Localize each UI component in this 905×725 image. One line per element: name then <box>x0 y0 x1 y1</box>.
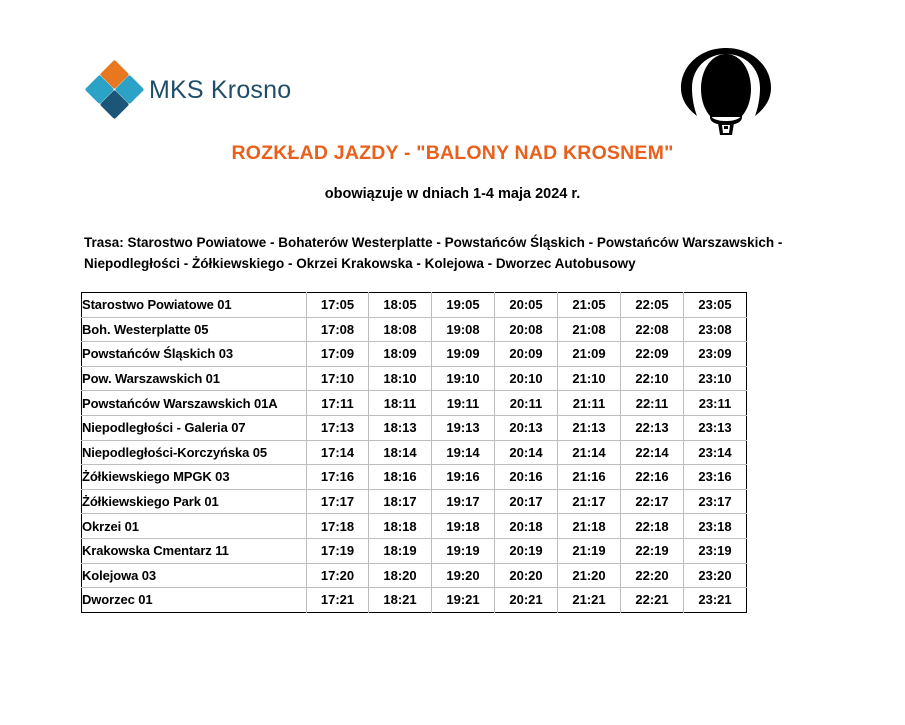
departure-time-cell: 23:16 <box>684 465 747 490</box>
departure-time-cell: 18:10 <box>369 366 432 391</box>
departure-time-cell: 17:20 <box>307 563 369 588</box>
departure-time-cell: 19:17 <box>432 489 495 514</box>
departure-time-cell: 21:16 <box>558 465 621 490</box>
departure-time-cell: 19:16 <box>432 465 495 490</box>
departure-time-cell: 19:21 <box>432 588 495 613</box>
departure-time-cell: 17:08 <box>307 317 369 342</box>
departure-time-cell: 21:10 <box>558 366 621 391</box>
departure-time-cell: 21:21 <box>558 588 621 613</box>
table-row <box>82 440 747 465</box>
stop-name-cell: Niepodległości-Korczyńska 05 <box>82 440 307 465</box>
departure-time-cell: 23:08 <box>684 317 747 342</box>
table-row <box>82 293 747 318</box>
departure-time-cell: 23:21 <box>698 592 732 608</box>
table-row <box>82 465 747 490</box>
departure-time-cell: 17:11 <box>307 391 369 416</box>
departure-time-cell: 20:20 <box>495 563 558 588</box>
table-row <box>82 514 747 539</box>
departure-time-cell: 22:05 <box>621 293 684 318</box>
logo-wordmark: MKS Krosno <box>149 75 292 104</box>
departure-time-cell: 17:17 <box>307 489 369 514</box>
departure-time-cell: 21:14 <box>558 440 621 465</box>
departure-time-cell: 21:18 <box>558 514 621 539</box>
departure-time-cell: 18:11 <box>369 391 432 416</box>
departure-time-cell: 22:19 <box>621 538 684 563</box>
departure-time-cell: 22:09 <box>621 342 684 367</box>
departure-time-cell: 19:05 <box>432 293 495 318</box>
departure-time-cell: 23:05 <box>684 293 747 318</box>
departure-time-cell: 18:16 <box>369 465 432 490</box>
departure-time-cell: 22:13 <box>621 415 684 440</box>
stop-name-cell: Powstańców Śląskich 03 <box>82 342 307 367</box>
departure-time-cell: 21:20 <box>558 563 621 588</box>
departure-time-cell: 17:13 <box>307 415 369 440</box>
table-row <box>82 588 747 613</box>
hot-air-balloon-icon <box>672 45 780 137</box>
departure-time-cell: 22:08 <box>621 317 684 342</box>
departure-time-cell: 18:14 <box>369 440 432 465</box>
departure-time-cell: 22:18 <box>621 514 684 539</box>
departure-time-cell: 22:17 <box>621 489 684 514</box>
route-description <box>84 232 824 274</box>
departure-time-cell: 20:17 <box>495 489 558 514</box>
departure-time-cell: 18:18 <box>369 514 432 539</box>
document-header <box>0 0 905 138</box>
stop-name-cell: Niepodległości - Galeria 07 <box>82 415 307 440</box>
departure-time-cell: 17:16 <box>307 465 369 490</box>
departure-time-cell: 18:05 <box>369 293 432 318</box>
departure-time-cell: 18:17 <box>369 489 432 514</box>
departure-time-cell: 21:08 <box>558 317 621 342</box>
table-row <box>82 538 747 563</box>
table-row <box>82 391 747 416</box>
departure-time-cell: 23:13 <box>684 415 747 440</box>
departure-time-cell: 19:11 <box>432 391 495 416</box>
departure-time-cell: 21:05 <box>558 293 621 318</box>
departure-time-cell: 21:13 <box>558 415 621 440</box>
departure-time-cell: 18:19 <box>369 538 432 563</box>
departure-time-cell: 23:19 <box>684 538 747 563</box>
departure-time-cell: 22:16 <box>621 465 684 490</box>
departure-time-cell: 17:05 <box>307 293 369 318</box>
table-row <box>82 489 747 514</box>
table-row <box>82 563 747 588</box>
departure-time-cell: 22:21 <box>621 588 684 613</box>
table-row <box>82 415 747 440</box>
table-row <box>82 342 747 367</box>
stop-name-cell: Krakowska Cmentarz 11 <box>82 538 307 563</box>
departure-time-cell: 18:13 <box>369 415 432 440</box>
departure-time-cell: 23:14 <box>684 440 747 465</box>
timetable-container <box>81 292 746 613</box>
departure-time-cell: 20:08 <box>495 317 558 342</box>
departure-time-cell: 19:10 <box>432 366 495 391</box>
departure-time-cell: 23:20 <box>684 563 747 588</box>
departure-time-cell: 19:14 <box>432 440 495 465</box>
route-line-1: Trasa: Starostwo Powiatowe - Bohaterów Westerplatte - Powstańców Śląskich - Powstańców Warszawskich - <box>84 235 783 250</box>
departure-time-cell: 20:14 <box>495 440 558 465</box>
departure-time-cell: 18:09 <box>369 342 432 367</box>
departure-time-cell: 17:09 <box>307 342 369 367</box>
diamond-cluster-icon <box>88 64 140 116</box>
departure-time-cell: 19:19 <box>432 538 495 563</box>
route-line-2: Niepodległości - Żółkiewskiego - Okrzei Krakowska - Kolejowa - Dworzec Autobusowy <box>84 256 636 271</box>
timetable-body <box>82 293 747 613</box>
departure-time-cell: 19:13 <box>432 415 495 440</box>
departure-time-cell: 17:18 <box>307 514 369 539</box>
departure-time-cell: 17:14 <box>307 440 369 465</box>
departure-time-cell: 20:09 <box>495 342 558 367</box>
departure-time-cell: 18:21 <box>369 588 432 613</box>
validity-subtitle: obowiązuje w dniach 1-4 maja 2024 r. <box>324 186 581 202</box>
departure-time-cell: 23:09 <box>684 342 747 367</box>
departure-time-cell: 17:21 <box>307 588 369 613</box>
departure-time-cell: 23:11 <box>684 391 747 416</box>
departure-time-cell: 22:14 <box>621 440 684 465</box>
departure-time-cell: 20:16 <box>495 465 558 490</box>
departure-time-cell: 20:11 <box>495 391 558 416</box>
departure-time-cell: 22:10 <box>621 366 684 391</box>
departure-time-cell: 21:11 <box>558 391 621 416</box>
mks-krosno-logo <box>88 63 292 117</box>
table-row <box>82 317 747 342</box>
departure-time-cell: 20:05 <box>495 293 558 318</box>
departure-time-cell: 21:09 <box>558 342 621 367</box>
departure-time-cell: 23:10 <box>684 366 747 391</box>
departure-time-cell: 19:09 <box>432 342 495 367</box>
departure-time-cell: 21:19 <box>558 538 621 563</box>
departure-time-cell: 22:11 <box>621 391 684 416</box>
stop-name-cell: Kolejowa 03 <box>82 563 307 588</box>
departure-time-cell: 20:18 <box>495 514 558 539</box>
stop-name-cell: Okrzei 01 <box>82 514 307 539</box>
departures-table <box>81 292 747 613</box>
departure-time-cell: 17:10 <box>307 366 369 391</box>
page-title: ROZKŁAD JAZDY - "BALONY NAD KROSNEM" <box>231 142 674 164</box>
departure-time-cell: 23:18 <box>684 514 747 539</box>
stop-name-cell: Dworzec 01 <box>82 588 307 613</box>
stop-name-cell: Starostwo Powiatowe 01 <box>82 293 307 318</box>
departure-time-cell: 17:19 <box>307 538 369 563</box>
stop-name-cell: Żółkiewskiego Park 01 <box>82 489 307 514</box>
stop-name-cell: Żółkiewskiego MPGK 03 <box>82 465 307 490</box>
stop-name-cell: Boh. Westerplatte 05 <box>82 317 307 342</box>
departure-time-cell: 18:08 <box>369 317 432 342</box>
departure-time-cell: 20:19 <box>495 538 558 563</box>
departure-time-cell: 19:20 <box>432 563 495 588</box>
departure-time-cell: 20:13 <box>495 415 558 440</box>
departure-time-cell: 19:08 <box>432 317 495 342</box>
stop-name-cell: Pow. Warszawskich 01 <box>82 366 307 391</box>
departure-time-cell: 21:17 <box>558 489 621 514</box>
departure-time-cell: 20:21 <box>495 588 558 613</box>
departure-time-cell: 19:18 <box>432 514 495 539</box>
departure-time-cell: 22:20 <box>621 563 684 588</box>
departure-time-cell: 18:20 <box>369 563 432 588</box>
departure-time-cell: 23:17 <box>684 489 747 514</box>
stop-name-cell: Powstańców Warszawskich 01A <box>82 391 307 416</box>
departure-time-cell: 20:10 <box>495 366 558 391</box>
table-row <box>82 366 747 391</box>
